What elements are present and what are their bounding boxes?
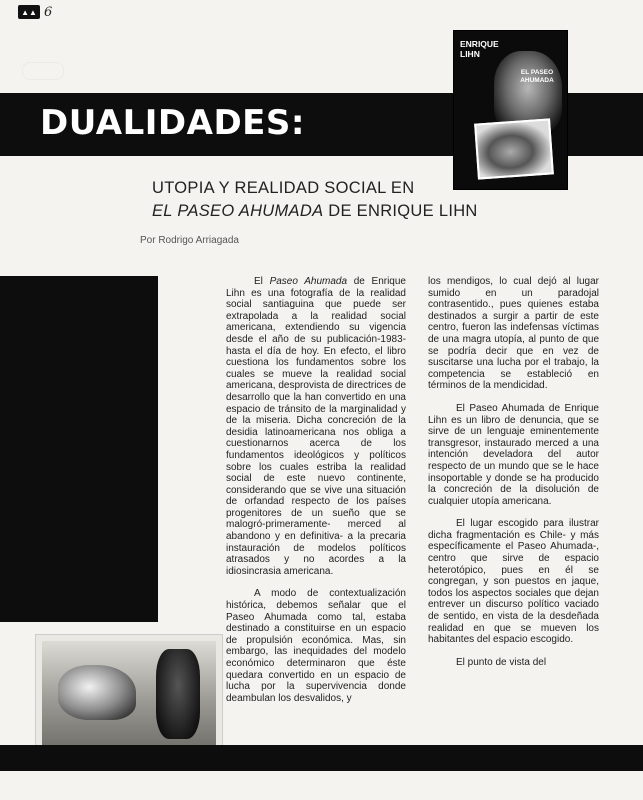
byline: Por Rodrigo Arriagada (140, 235, 239, 246)
left-black-band (0, 276, 158, 622)
subtitle-italic: EL PASEO AHUMADA (152, 202, 324, 220)
magazine-logo-icon: ▲▲ (18, 5, 40, 19)
paragraph: los mendigos, lo cual dejó al lugar sumido en un paradojal contrasentido., pues quienes estaba destinados a surgir a partir de este centro, fueron las indefensas víctimas de una magra utopía, al punto de que se podría decir que en vez de suscitarse una lucha por el trabajo, la competencia se estableció en términos de la mendicidad. (428, 276, 599, 392)
text-column-2 (428, 276, 599, 679)
photo-figure-standing (156, 649, 200, 739)
text-column-1 (226, 276, 406, 715)
article-title: DUALIDADES: (40, 103, 305, 143)
paragraph: El Paseo Ahumada de Enrique Lihn es una fotografía de la realidad social santiaguina que puede ser extrapolada a la realidad social americana, extendiendo su vigencia desde el año de su publicación-1983- hasta el día de hoy. En efecto, el libro cuestiona los fundamentos sobre los cuales se mueve la realidad social americana, desprovista de directrices de desarrollo que la han convertido en una espacio de tránsito de la marginalidad y de la miseria. Dicha concreción de la desidia latinoamericana nos obliga a cuestionarnos acerca de los fundamentos ideológicos y políticos sobre los cuales estriba la realidad social de este nuevo continente, considerando que se vive una situación de orfandad respecto de los países progenitores de un sueño que se malogró-primeramente- merced al abandono y en definitiva- a la precaria instauración de modelos políticos atrasados y no acordes a la idiosincrasia americana. (226, 276, 406, 577)
bottom-black-band (0, 745, 643, 771)
book-cover-author: ENRIQUE LIHN (460, 39, 499, 59)
article-subtitle (152, 177, 572, 223)
paragraph: El lugar escogido para ilustrar dicha fragmentación es Chile- y más específicamente el Paseo Ahumada-, centro que sirve de espacio heterotópico, pues en él se congregan, y son puestos en jaque, todos los aspectos sociales que dejan entrever un discurso político vaciado de sentido, en vista de la desdeñada realidad en que se mueven los habitantes del espacio escogido. (428, 518, 599, 646)
paragraph: El Paseo Ahumada de Enrique Lihn es un libro de denuncia, que se sirve de un lenguaje eminentemente transgresor, instaurado merced a una intención develadora del autor respecto de un mundo que se le hace insoportable y donde se ha producido la concreción de la disolución de cualquier utopía americana. (428, 402, 599, 507)
book-cover-title: EL PASEO AHUMADA (520, 69, 554, 84)
subtitle-line-1: UTOPIA Y REALIDAD SOCIAL EN (152, 179, 415, 197)
book-cover-image (453, 30, 568, 190)
page-number (18, 4, 52, 20)
paragraph: El punto de vista del (456, 656, 547, 668)
street-photo (35, 634, 223, 759)
faint-watermark (22, 62, 64, 80)
photo-figure-reclining (58, 665, 136, 720)
book-cover-photo (474, 118, 554, 179)
page-number-text: 6 (44, 4, 53, 20)
subtitle-line-2: DE ENRIQUE LIHN (323, 202, 478, 220)
paragraph: A modo de contextualización histórica, debemos señalar que el Paseo Ahumada como tal, estaba destinado a constituirse en un espacio de propulsión económica. Mas, sin embargo, las inequidades del modelo económico determinaron que éste quedara convertido en un espacio de lucha por la supervivencia donde deambulan los desvalidos, y (226, 588, 406, 704)
